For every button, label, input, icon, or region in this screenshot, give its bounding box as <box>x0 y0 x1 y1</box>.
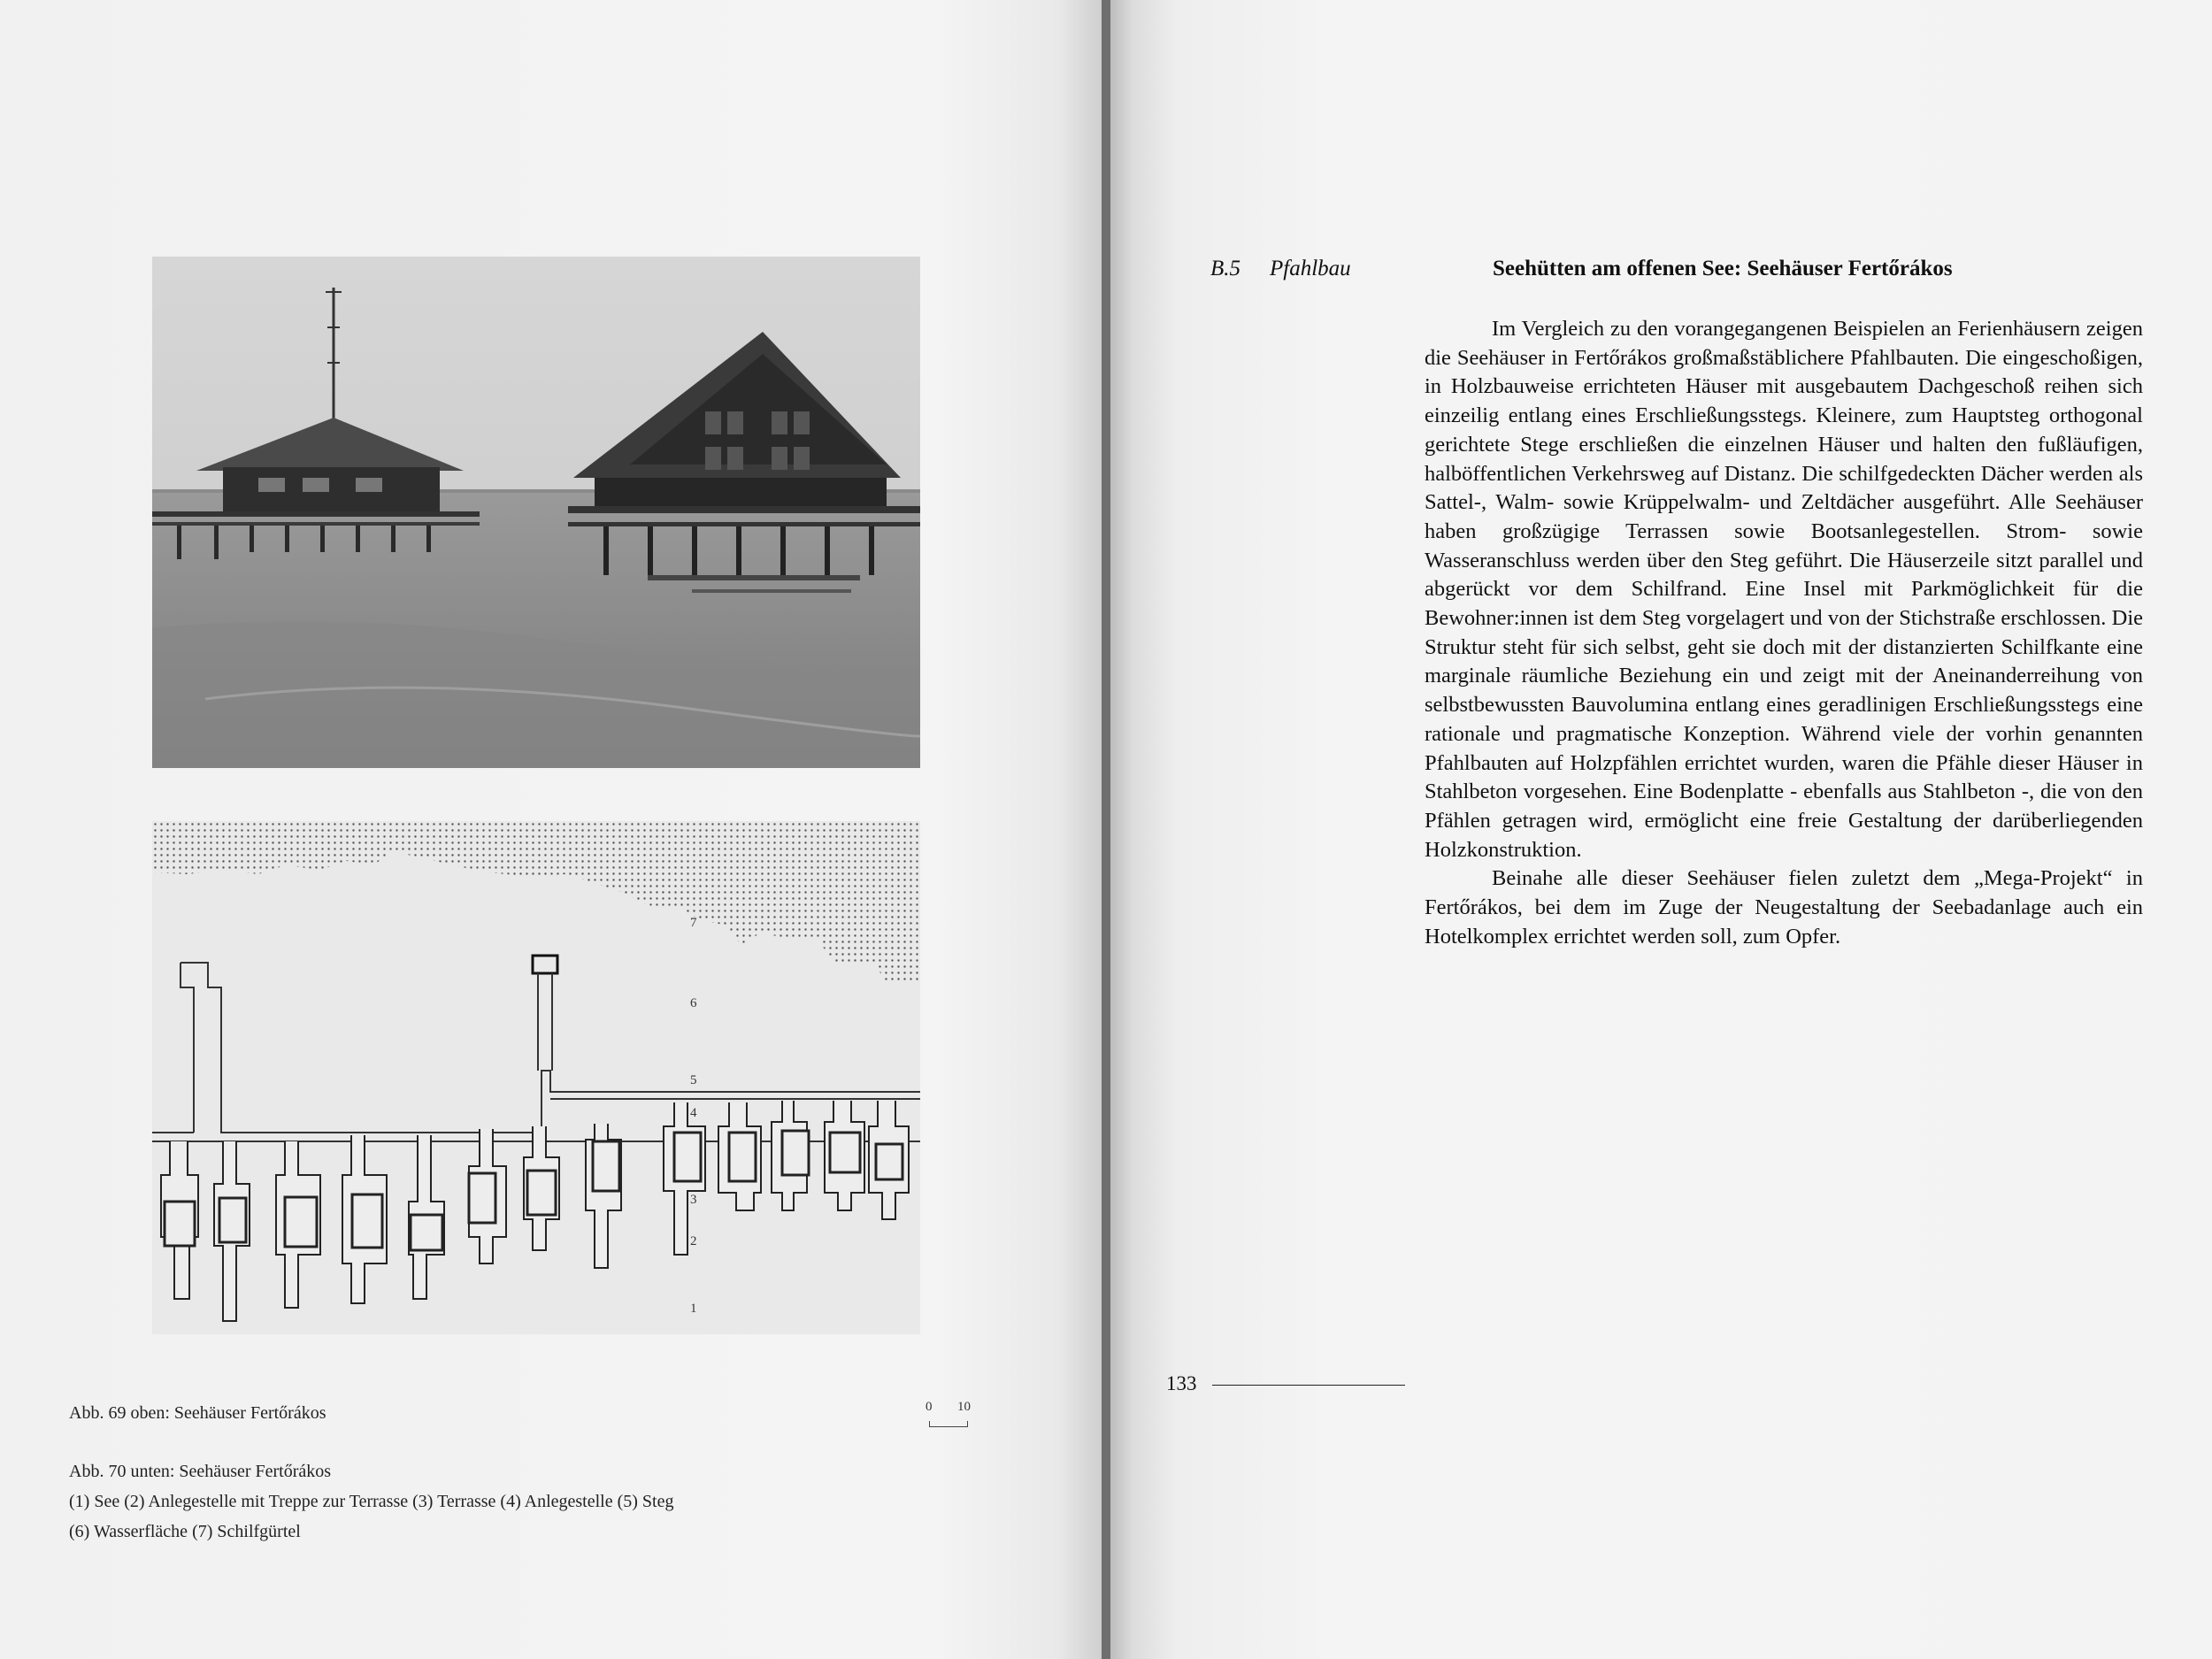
scale-bar-line <box>929 1421 968 1427</box>
chapter-heading: Seehütten am offenen See: Seehäuser Fertőrákos <box>1493 257 1953 280</box>
photo-lake-houses <box>152 257 920 768</box>
caption-fig70-legend-line-2: (6) Wasserfläche (7) Schilfgürtel <box>69 1522 301 1541</box>
page-number-rule <box>1212 1385 1405 1386</box>
page-number: 133 <box>1166 1372 1197 1394</box>
section-title: Pfahlbau <box>1270 257 1351 280</box>
paragraph-2: Beinahe alle dieser Seehäuser fielen zuletzt dem „Mega-Projekt“ in Fertőrákos, bei dem im Zuge der Neugestaltung der Seebadanlage auch ein Hotelkomplex errichtet werden soll, zum Opfer. <box>1425 866 2143 949</box>
plan-label-6: 6 <box>690 996 697 1010</box>
scale-end-label: 10 <box>957 1400 971 1414</box>
site-plan-diagram <box>152 821 920 1334</box>
scale-start-label: 0 <box>926 1400 933 1414</box>
plan-label-5: 5 <box>690 1073 697 1087</box>
caption-fig70-legend-line-1: (1) See (2) Anlegestelle mit Treppe zur Terrasse (3) Terrasse (4) Anlegestelle (5) Steg <box>69 1492 674 1511</box>
left-page <box>0 0 1102 1659</box>
plan-label-2: 2 <box>690 1234 697 1248</box>
plan-label-3: 3 <box>690 1193 697 1207</box>
section-number: B.5 <box>1210 257 1241 280</box>
plan-label-7: 7 <box>690 916 697 930</box>
caption-fig70-title: Abb. 70 unten: Seehäuser Fertőrákos <box>69 1462 332 1481</box>
book-gutter <box>1102 0 1110 1659</box>
body-text <box>1425 315 2143 951</box>
plan-label-4: 4 <box>690 1106 697 1120</box>
caption-fig69: Abb. 69 oben: Seehäuser Fertőrákos <box>69 1403 326 1423</box>
plan-label-1: 1 <box>690 1302 697 1316</box>
paragraph-1: Im Vergleich zu den vorangegangenen Beispielen an Ferienhäusern zeigen die Seehäuser in Fertőrákos großmaßstäblichere Pfahlbauten. Die eingeschoßigen, in Holzbauweise errichteten Häuser mit ausgebautem Dachgeschoß reihen sich einzeilig entlang eines Erschließungsstegs. Kleinere, zum Hauptsteg orthogonal gerichtete Stege erschließen die einzelnen Häuser und halten den fußläufigen, halböffentlichen Verkehrsweg auf Distanz. Die schilfgedeckten Dächer werden als Sattel-, Walm- sowie Krüppelwalm- und Zeltdächer ausgeführt. Alle Seehäuser haben großzügige Terrassen sowie Bootsanlegestellen. Strom- sowie Wasseranschluss werden über den Steg geführt. Die Häuserzeile sitzt parallel und abgerückt vor dem Schilfrand. Eine Insel mit Parkmöglichkeit für die Bewohner:innen ist dem Steg vorgelagert und von der Stichstraße erschlossen. Die Struktur steht für sich selbst, geht sie doch mit der distanzierten Schilfkante eine marginale räumliche Beziehung ein und zeigt mit der Aneinanderreihung von selbstbewussten Bauvolumina entlang eines geradlinigen Erschließungsstegs eine rationale und pragmatische Konzeption. Während viele der vorhin genannten Pfahlbauten auf Holzpfählen errichtet wurden, waren die Pfähle dieser Häuser in Stahlbeton vorgesehen. Eine Bodenplatte - ebenfalls aus Stahlbeton -, die von den Pfählen getragen wird, ermöglicht eine freie Gestaltung der darüberliegenden Holzkonstruktion. <box>1425 317 2143 862</box>
